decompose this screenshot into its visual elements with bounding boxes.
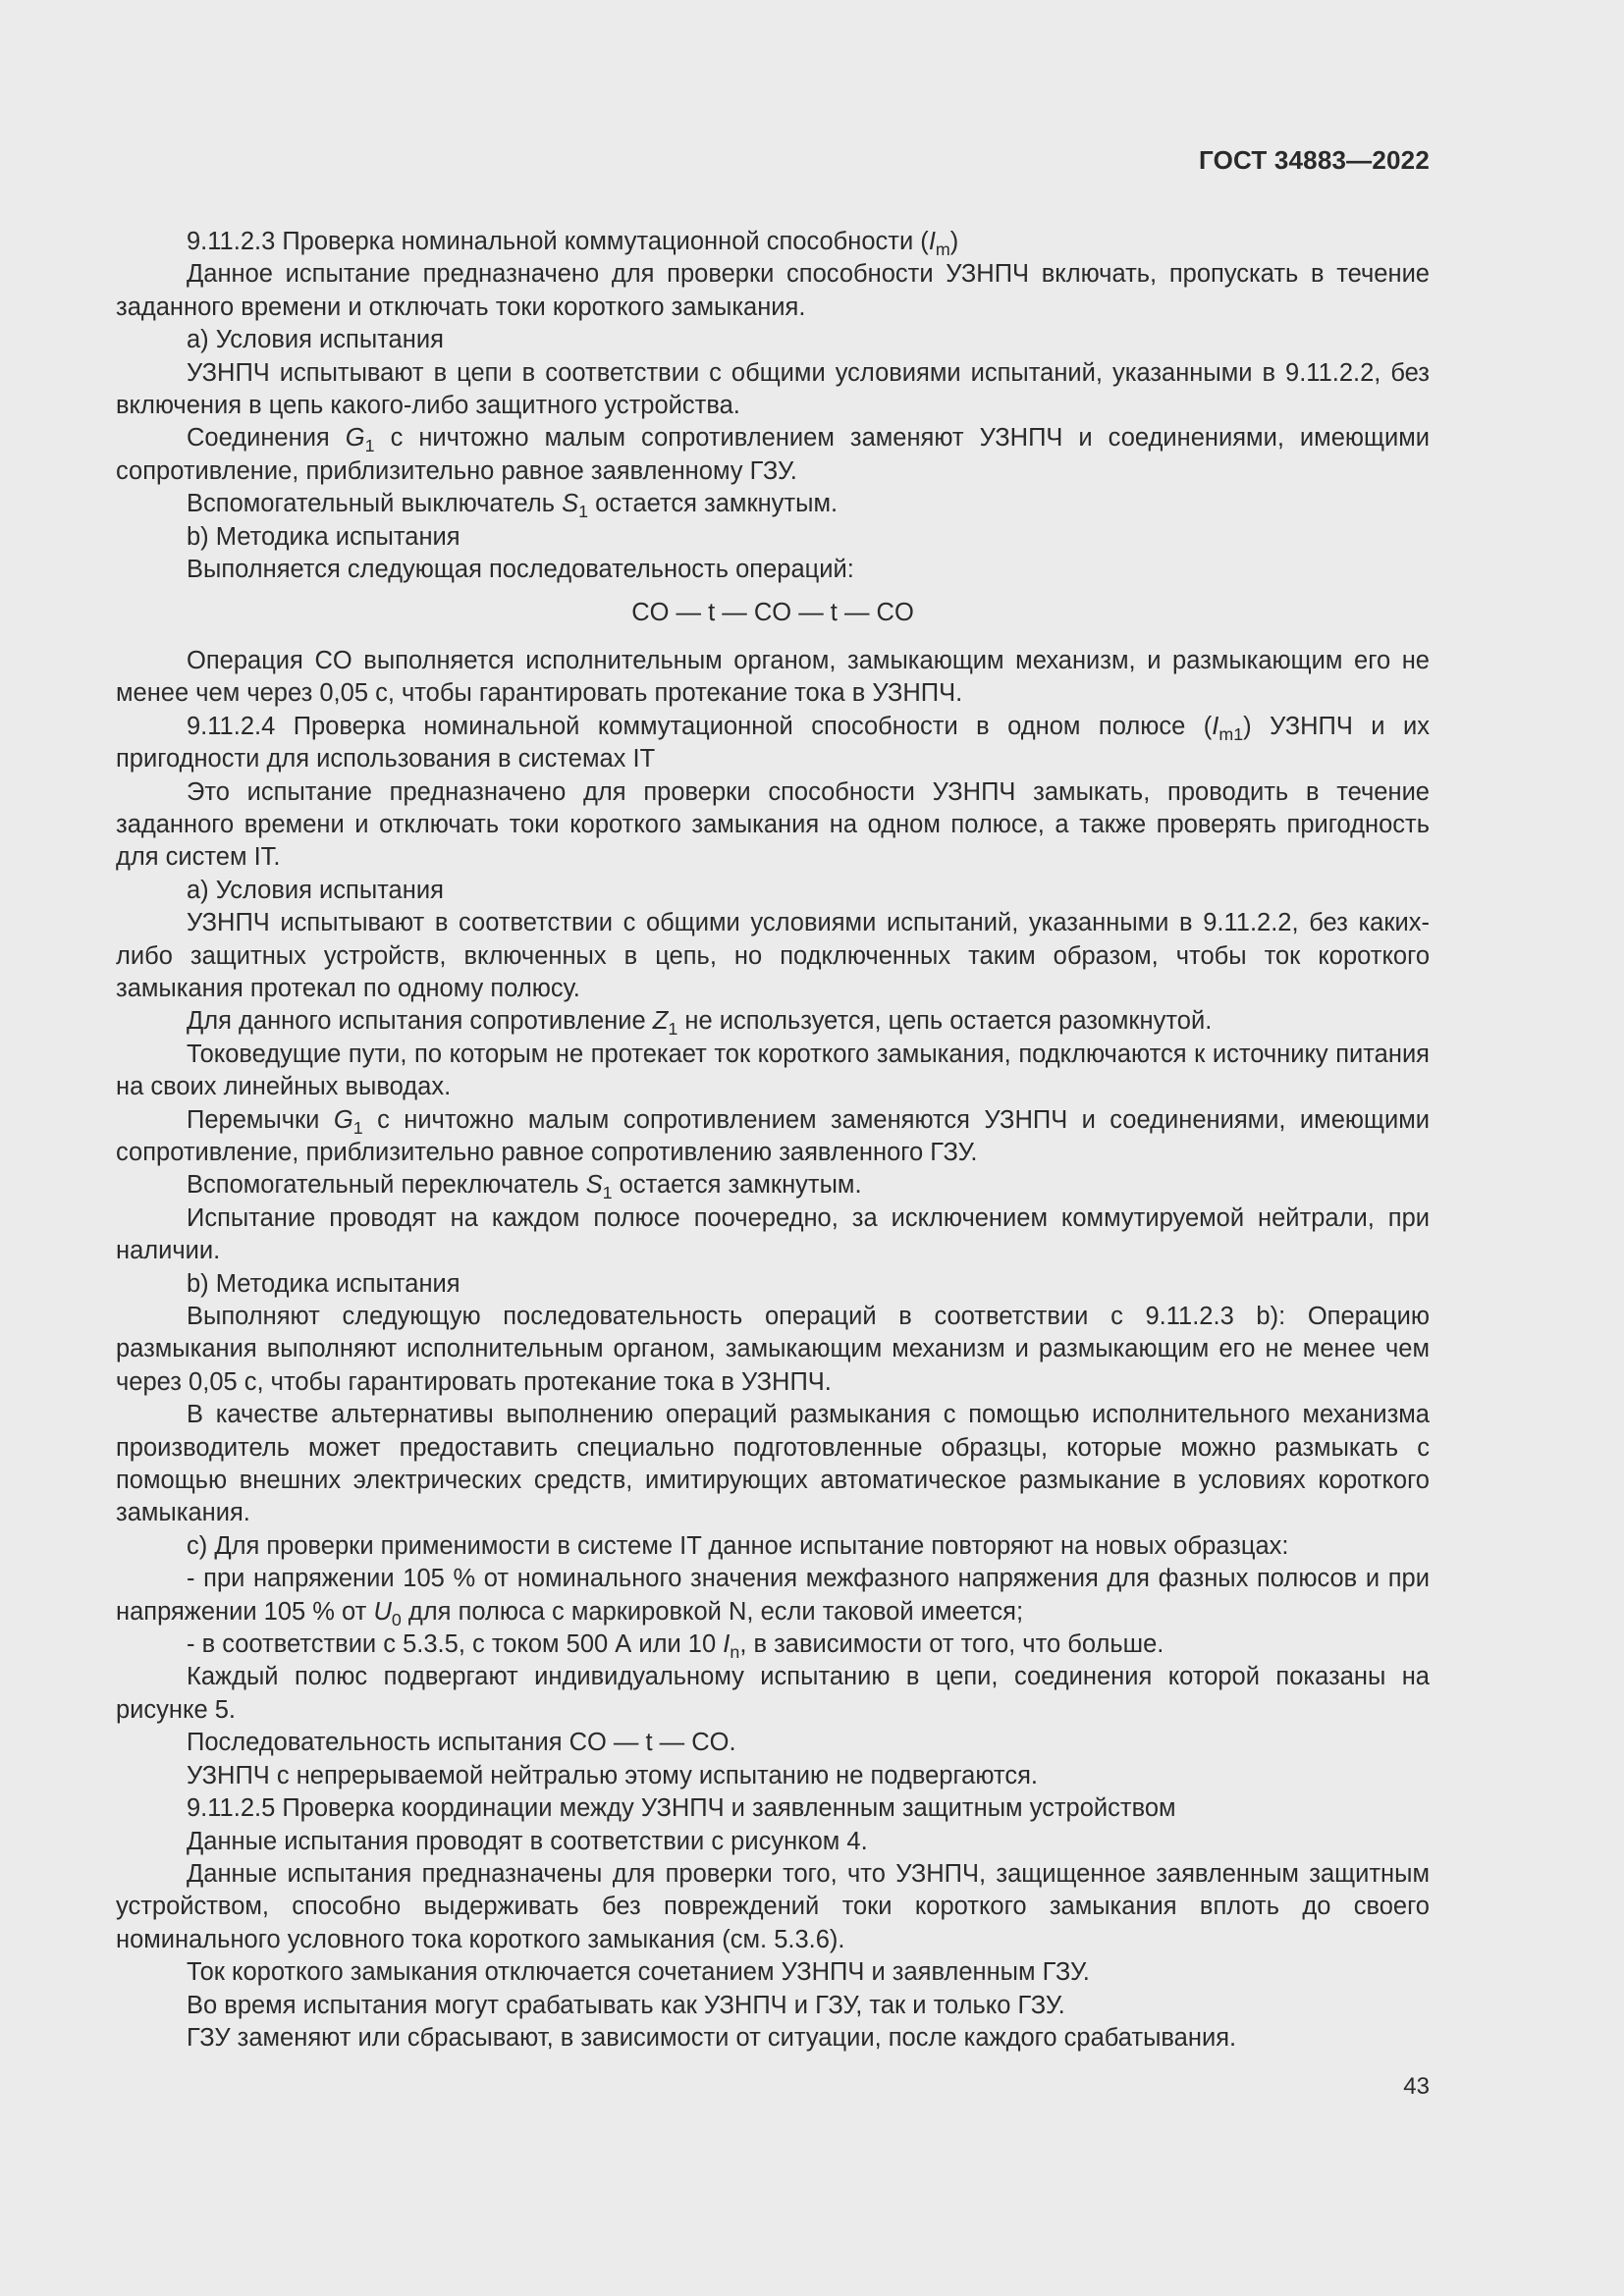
- list-item: - в соответствии с 5.3.5, с током 500 А или 10 $I_n$, в зависимости от того, что больше.: [187, 1630, 1164, 1663]
- paragraph: Выполняется следующая последовательность операций:: [187, 556, 854, 584]
- paragraph: Данное испытание предназначено для проверки способности УЗНПЧ включать, пропускать в течение заданного времени и отключать токи короткого замыкания.: [116, 260, 1430, 321]
- list-item: - при напряжении 105 % от номинального значения межфазного напряжения для фазных полюсов и при напряжении 105 % от $U_0$ для полюса с маркировкой N, если таковой имеется;: [116, 1565, 1430, 1629]
- page-number: 43: [1403, 2073, 1430, 2100]
- paragraph: b) Методика испытания: [187, 522, 460, 551]
- paragraph: УЗНПЧ испытывают в соответствии с общими условиями испытаний, указанными в 9.11.2.2, без каких-либо защитных устройств, включенных в цепь, но подключенных таким образом, чтобы ток короткого замыкания протекал по одному полюсу.: [116, 909, 1430, 1002]
- paragraph: Вспомогательный выключатель $S_1$ остается замкнутым.: [187, 490, 839, 522]
- paragraph: Данные испытания предназначены для проверки того, что УЗНПЧ, защищенное заявленным защитным устройством, способно выдерживать без повреждений токи короткого замыкания вплоть до своего номинального условного тока короткого замыкания (см. 5.3.6).: [116, 1859, 1430, 1953]
- paragraph: Соединения $G_1$ с ничтожно малым сопротивлением заменяют УЗНПЧ и соединениями, имеющими сопротивление, приблизительно равное заявленному ГЗУ.: [116, 424, 1430, 485]
- operation-sequence: CO — t — CO — t — CO: [631, 599, 914, 627]
- paragraph: Данные испытания проводят в соответствии с рисунком 4.: [187, 1827, 868, 1855]
- paragraph: Перемычки $G_1$ с ничтожно малым сопротивлением заменяются УЗНПЧ и соединениями, имеющими сопротивление, приблизительно равное сопротивлению заявленного ГЗУ.: [116, 1105, 1431, 1166]
- document-header: ГОСТ 34883—2022: [1199, 145, 1430, 175]
- paragraph: Для данного испытания сопротивление $Z_1$ не используется, цепь остается разомкнутой.: [187, 1007, 1213, 1040]
- paragraph: Каждый полюс подвергают индивидуальному испытанию в цепи, соединения которой показаны на рисунке 5.: [116, 1663, 1430, 1724]
- paragraph: b) Методика испытания: [187, 1269, 460, 1298]
- paragraph: Во время испытания могут срабатывать как УЗНПЧ и ГЗУ, так и только ГЗУ.: [187, 1991, 1065, 2019]
- paragraph: Это испытание предназначено для проверки способности УЗНПЧ замыкать, проводить в течение заданного времени и отключать токи короткого замыкания на одном полюсе, а также проверять пригодность для систем IT.: [116, 777, 1430, 872]
- paragraph: Последовательность испытания CO — t — CO.: [187, 1729, 736, 1757]
- paragraph: Токоведущие пути, по которым не протекает ток короткого замыкания, подключаются к источнику питания на своих линейных выводах.: [116, 1040, 1430, 1101]
- paragraph: a) Условия испытания: [187, 326, 444, 354]
- paragraph: Испытание проводят на каждом полюсе поочередно, за исключением коммутируемой нейтрали, при наличии.: [116, 1203, 1430, 1265]
- paragraph: Вспомогательный переключатель $S_1$ остается замкнутым.: [187, 1171, 862, 1203]
- paragraph: УЗНПЧ испытывают в цепи в соответствии с общими условиями испытаний, указанными в 9.11.2.2, без включения в цепь какого-либо защитного устройства.: [116, 358, 1430, 420]
- paragraph: ГЗУ заменяют или сбрасывают, в зависимости от ситуации, после каждого срабатывания.: [187, 2023, 1237, 2052]
- paragraph: Ток короткого замыкания отключается сочетанием УЗНПЧ и заявленным ГЗУ.: [187, 1958, 1090, 1987]
- paragraph: 9.11.2.5 Проверка координации между УЗНПЧ и заявленным защитным устройством: [187, 1794, 1176, 1823]
- paragraph: Операция CO выполняется исполнительным органом, замыкающим механизм, и размыкающим его не менее чем через 0,05 с, чтобы гарантировать протекание тока в УЗНПЧ.: [116, 646, 1430, 708]
- document-body: [116, 226, 1430, 2055]
- paragraph: Выполняют следующую последовательность операций в соответствии с 9.11.2.3 b): Операцию размыкания выполняют исполнительным органом, замыкающим механизм и размыкающим его не менее чем через 0,05 с, чтобы гарантировать протекание тока в УЗНПЧ.: [116, 1303, 1430, 1396]
- paragraph: 9.11.2.4 Проверка номинальной коммутационной способности в одном полюсе $(I_{m1})$ УЗНПЧ и их пригодности для использования в системах IT: [116, 712, 1431, 774]
- paragraph: УЗНПЧ с непрерываемой нейтралью этому испытанию не подвергаются.: [187, 1761, 1038, 1789]
- paragraph: 9.11.2.3 Проверка номинальной коммутационной способности $(I_m)$: [187, 228, 959, 260]
- paragraph: c) Для проверки применимости в системе IT данное испытание повторяют на новых образцах:: [187, 1531, 1289, 1560]
- paragraph: a) Условия испытания: [187, 876, 444, 904]
- paragraph: В качестве альтернативы выполнению операций размыкания с помощью исполнительного механизма производитель может предоставить специально подготовленные образцы, которые можно размыкать с помощью внешних электрических средств, имитирующих автоматическое размыкание в условиях короткого замыкания.: [116, 1401, 1430, 1527]
